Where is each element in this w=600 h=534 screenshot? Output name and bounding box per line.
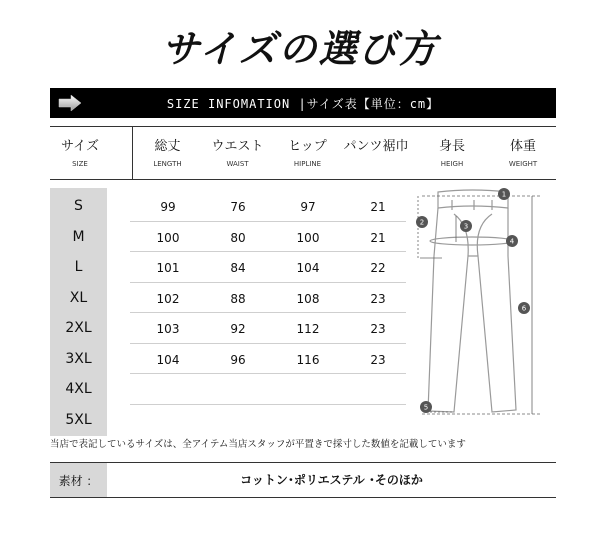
header-divider (132, 127, 133, 179)
table-cell: 84 (230, 261, 246, 275)
table-cell: 101 (156, 261, 180, 275)
row-divider (130, 404, 406, 405)
table-cell: 104 (296, 261, 320, 275)
table-cell: 104 (156, 352, 180, 367)
size-label: XL (69, 289, 88, 306)
table-cell: 88 (230, 291, 246, 306)
page-title: サイズの選び方 (161, 27, 439, 71)
header-weight: 体重 WEIGHT (508, 139, 538, 168)
table-cell: 23 (370, 322, 386, 336)
header-hip: ヒップ HIPLINE (288, 139, 327, 168)
table-cell: 21 (370, 200, 386, 214)
marker-6-label: 6 (521, 304, 527, 313)
size-label: M (72, 228, 85, 245)
table-cell: 96 (230, 352, 246, 367)
header-hem: パンツ裾巾 (343, 139, 409, 154)
size-label: 3XL (65, 350, 92, 367)
table-cell: 99 (160, 200, 176, 214)
measurement-notice: 当店で表記しているサイズは、全アイテム当店スタッフが平置きで採寸した数値を記載しています (50, 439, 466, 450)
table-cell: 108 (296, 291, 320, 306)
header-length: 総丈 LENGTH (153, 139, 182, 168)
size-label: S (74, 198, 83, 214)
marker-1-label: 1 (501, 190, 507, 199)
table-cell: 92 (230, 322, 246, 336)
material-row (50, 462, 556, 498)
marker-5-label: 5 (423, 403, 429, 412)
marker-2-label: 2 (419, 218, 425, 227)
row-divider (130, 373, 406, 374)
row-divider (130, 282, 406, 283)
material-value: コットン･ポリエステル ･そのほか (240, 473, 423, 487)
table-cell: 23 (370, 352, 386, 367)
size-label: L (74, 259, 83, 275)
table-cell: 21 (370, 230, 386, 245)
header-waist: ウエスト WAIST (211, 139, 264, 168)
table-cell: 76 (230, 200, 246, 214)
marker-3-label: 3 (463, 222, 469, 231)
size-label: 2XL (65, 320, 92, 336)
arrow-right-icon (50, 88, 90, 118)
size-column (50, 188, 107, 436)
row-divider (130, 221, 406, 222)
table-cell: 100 (156, 230, 180, 245)
material-label: 素材 ： (50, 463, 107, 497)
pants-diagram (412, 186, 552, 431)
table-cell: 22 (370, 261, 386, 275)
row-divider (130, 343, 406, 344)
size-label: 4XL (65, 381, 92, 397)
table-cell: 23 (370, 291, 386, 306)
row-divider (130, 251, 406, 252)
table-header (50, 126, 556, 180)
header-size: サイズ SIZE (61, 139, 99, 168)
header-height: 身長 HEIGH (438, 139, 465, 168)
row-divider (130, 312, 406, 313)
table-cell: 112 (296, 322, 320, 336)
table-cell: 97 (300, 200, 316, 214)
table-cell: 102 (156, 291, 180, 306)
size-info-banner (50, 88, 556, 118)
table-cell: 116 (296, 352, 320, 367)
table-cell: 80 (230, 230, 246, 245)
banner-text: SIZE INFOMATION |サイズ表【単位：cm】 (166, 96, 440, 111)
table-cell: 100 (296, 230, 320, 245)
marker-4-label: 4 (509, 237, 515, 246)
size-label: 5XL (65, 411, 92, 428)
table-cell: 103 (156, 322, 180, 336)
